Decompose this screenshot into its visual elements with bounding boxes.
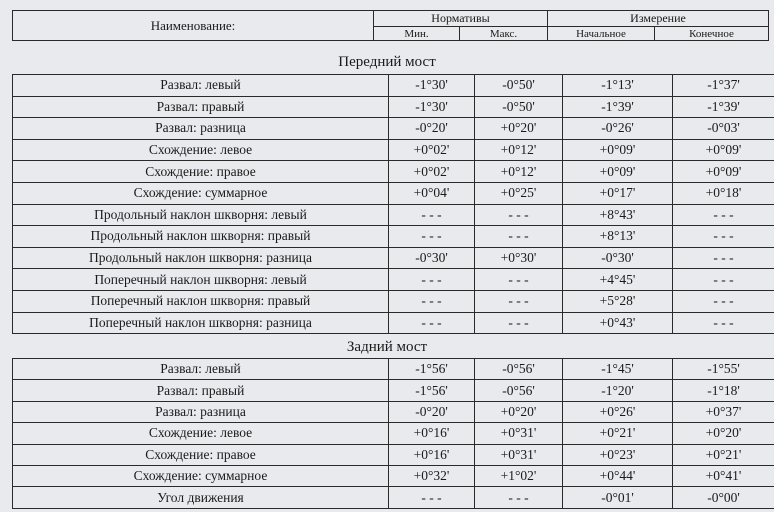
parameter-name-cell: Схождение: левое	[13, 423, 389, 444]
table-row	[13, 247, 774, 269]
min-value-cell: +0°32'	[389, 465, 475, 486]
max-value-cell: - - -	[475, 312, 563, 334]
max-value-cell: - - -	[475, 290, 563, 312]
initial-value-cell: -1°45'	[563, 359, 673, 380]
final-value-cell: +0°09'	[673, 161, 774, 183]
max-value-cell: +0°20'	[475, 118, 563, 140]
parameter-name-cell: Развал: левый	[13, 75, 389, 97]
table-row	[13, 487, 774, 508]
initial-value-cell: +0°17'	[563, 182, 673, 204]
final-value-cell: - - -	[673, 204, 774, 226]
initial-value-cell: -1°13'	[563, 75, 673, 97]
parameter-name-cell: Развал: правый	[13, 380, 389, 401]
initial-value-cell: -1°39'	[563, 96, 673, 118]
min-value-cell: - - -	[389, 204, 475, 226]
table-row	[13, 465, 774, 486]
max-value-cell: -0°50'	[475, 96, 563, 118]
final-value-cell: - - -	[673, 269, 774, 291]
report-header-table	[12, 10, 769, 41]
front-axle-title: Передний мост	[338, 54, 436, 70]
initial-value-cell: +8°43'	[563, 204, 673, 226]
initial-value-cell: +0°26'	[563, 401, 673, 422]
parameter-name-cell: Угол движения	[13, 487, 389, 508]
min-value-cell: -0°20'	[389, 401, 475, 422]
parameter-name-cell: Схождение: суммарное	[13, 465, 389, 486]
max-value-cell: - - -	[475, 269, 563, 291]
table-row	[13, 204, 774, 226]
min-value-cell: -1°56'	[389, 359, 475, 380]
initial-value-cell: -1°20'	[563, 380, 673, 401]
min-value-cell: +0°16'	[389, 444, 475, 465]
initial-value-cell: -0°26'	[563, 118, 673, 140]
final-value-cell: - - -	[673, 226, 774, 248]
final-value-cell: - - -	[673, 247, 774, 269]
max-value-cell: +0°12'	[475, 139, 563, 161]
initial-value-cell: +5°28'	[563, 290, 673, 312]
min-value-cell: -0°30'	[389, 247, 475, 269]
parameter-name-cell: Развал: разница	[13, 401, 389, 422]
rear-axle-title: Задний мост	[346, 339, 428, 355]
min-value-cell: - - -	[389, 312, 475, 334]
initial-value-cell: +0°43'	[563, 312, 673, 334]
norms-column-header: Нормативы	[374, 11, 548, 27]
parameter-name-cell: Поперечный наклон шкворня: разница	[13, 312, 389, 334]
parameter-name-cell: Схождение: правое	[13, 444, 389, 465]
final-value-cell: +0°41'	[673, 465, 774, 486]
min-value-cell: -0°20'	[389, 118, 475, 140]
min-value-cell: - - -	[389, 226, 475, 248]
min-value-cell: - - -	[389, 269, 475, 291]
max-value-cell: - - -	[475, 204, 563, 226]
max-value-cell: +0°20'	[475, 401, 563, 422]
table-row	[13, 380, 774, 401]
min-value-cell: - - -	[389, 487, 475, 508]
max-value-cell: -0°56'	[475, 380, 563, 401]
parameter-name-cell: Поперечный наклон шкворня: левый	[13, 269, 389, 291]
min-value-cell: - - -	[389, 290, 475, 312]
initial-value-cell: +0°44'	[563, 465, 673, 486]
min-value-cell: +0°04'	[389, 182, 475, 204]
name-column-header: Наименование:	[13, 11, 374, 41]
max-column-header: Макс.	[460, 27, 548, 41]
final-value-cell: +0°18'	[673, 182, 774, 204]
min-column-header: Мин.	[374, 27, 460, 41]
initial-value-cell: +8°13'	[563, 226, 673, 248]
final-value-cell: -1°37'	[673, 75, 774, 97]
final-value-cell: -1°39'	[673, 96, 774, 118]
max-value-cell: +0°30'	[475, 247, 563, 269]
final-value-cell: - - -	[673, 312, 774, 334]
max-value-cell: +0°31'	[475, 423, 563, 444]
max-value-cell: +0°25'	[475, 182, 563, 204]
final-value-cell: -1°55'	[673, 359, 774, 380]
initial-value-cell: -0°01'	[563, 487, 673, 508]
table-row	[13, 139, 774, 161]
final-value-cell: +0°37'	[673, 401, 774, 422]
max-value-cell: - - -	[475, 487, 563, 508]
parameter-name-cell: Схождение: правое	[13, 161, 389, 183]
table-row	[13, 269, 774, 291]
initial-value-cell: -0°30'	[563, 247, 673, 269]
initial-column-header: Начальное	[548, 27, 655, 41]
parameter-name-cell: Продольный наклон шкворня: левый	[13, 204, 389, 226]
table-row	[13, 182, 774, 204]
parameter-name-cell: Схождение: суммарное	[13, 182, 389, 204]
table-row	[13, 359, 774, 380]
initial-value-cell: +0°23'	[563, 444, 673, 465]
max-value-cell: +0°12'	[475, 161, 563, 183]
max-value-cell: -0°50'	[475, 75, 563, 97]
initial-value-cell: +0°09'	[563, 161, 673, 183]
final-value-cell: +0°09'	[673, 139, 774, 161]
table-row	[13, 226, 774, 248]
table-row	[13, 161, 774, 183]
max-value-cell: +0°31'	[475, 444, 563, 465]
measurement-column-header: Измерение	[548, 11, 769, 27]
min-value-cell: -1°56'	[389, 380, 475, 401]
min-value-cell: +0°02'	[389, 161, 475, 183]
max-value-cell: - - -	[475, 226, 563, 248]
table-row	[13, 118, 774, 140]
final-value-cell: -0°00'	[673, 487, 774, 508]
rear-axle-table	[12, 358, 774, 509]
initial-value-cell: +0°21'	[563, 423, 673, 444]
initial-value-cell: +0°09'	[563, 139, 673, 161]
initial-value-cell: +4°45'	[563, 269, 673, 291]
front-axle-table	[12, 74, 774, 334]
table-row	[13, 290, 774, 312]
max-value-cell: +1°02'	[475, 465, 563, 486]
min-value-cell: -1°30'	[389, 96, 475, 118]
parameter-name-cell: Схождение: левое	[13, 139, 389, 161]
final-value-cell: +0°21'	[673, 444, 774, 465]
final-value-cell: -1°18'	[673, 380, 774, 401]
parameter-name-cell: Поперечный наклон шкворня: правый	[13, 290, 389, 312]
min-value-cell: +0°02'	[389, 139, 475, 161]
parameter-name-cell: Продольный наклон шкворня: правый	[13, 226, 389, 248]
final-value-cell: +0°20'	[673, 423, 774, 444]
table-row	[13, 401, 774, 422]
max-value-cell: -0°56'	[475, 359, 563, 380]
min-value-cell: -1°30'	[389, 75, 475, 97]
table-row	[13, 75, 774, 97]
parameter-name-cell: Развал: разница	[13, 118, 389, 140]
final-value-cell: - - -	[673, 290, 774, 312]
table-row	[13, 96, 774, 118]
parameter-name-cell: Развал: правый	[13, 96, 389, 118]
min-value-cell: +0°16'	[389, 423, 475, 444]
final-value-cell: -0°03'	[673, 118, 774, 140]
parameter-name-cell: Продольный наклон шкворня: разница	[13, 247, 389, 269]
parameter-name-cell: Развал: левый	[13, 359, 389, 380]
table-row	[13, 423, 774, 444]
final-column-header: Конечное	[655, 27, 769, 41]
table-row	[13, 444, 774, 465]
table-row	[13, 312, 774, 334]
